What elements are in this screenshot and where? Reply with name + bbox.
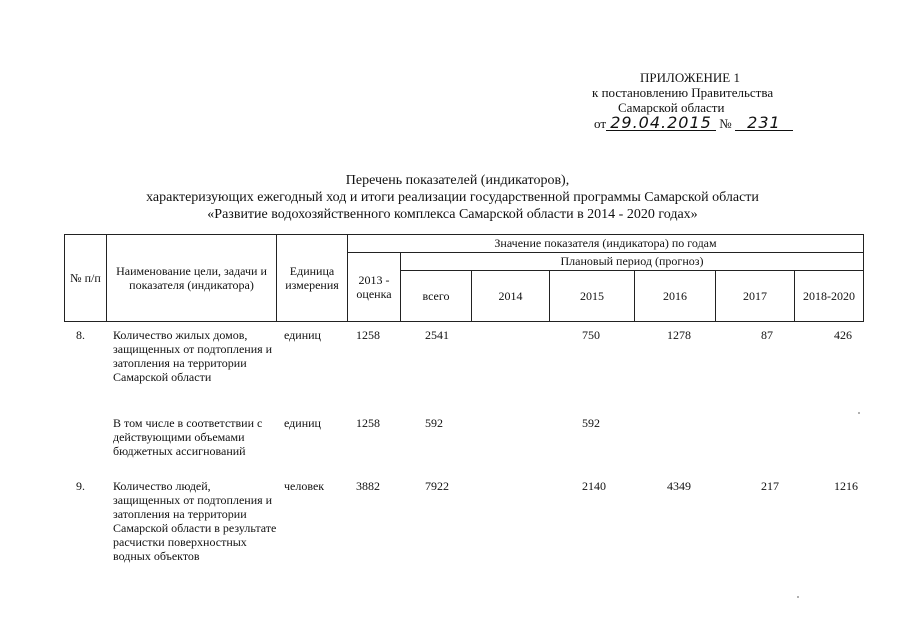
handwritten-number: 231 [735, 115, 793, 131]
row-total: 2541 [425, 328, 449, 342]
row-base: 3882 [356, 479, 380, 493]
handwritten-date: 29.04.2015 [606, 115, 716, 131]
date-prefix: от [594, 116, 607, 131]
row-name: Количество жилых домов, защищенных от подтопления и затопления на территории Самарской области [113, 328, 273, 384]
appendix-region: Самарской области [618, 100, 725, 115]
header-2017: 2017 [716, 271, 795, 322]
row-total: 592 [425, 416, 443, 430]
document-title [0, 172, 905, 223]
title-line-1: Перечень показателей (индикаторов), [345, 173, 570, 188]
row-2017: 217 [761, 479, 779, 493]
row-2018-2020: 1216 [834, 479, 858, 493]
number-prefix: № [719, 116, 732, 131]
header-2014: 2014 [472, 271, 550, 322]
row-2017: 87 [761, 328, 773, 342]
row-base: 1258 [356, 328, 380, 342]
header-2018-2020: 2018-2020 [795, 271, 864, 322]
row-num: 8. [76, 328, 85, 342]
row-2018-2020: 426 [834, 328, 852, 342]
row-2015: 2140 [582, 479, 606, 493]
header-base: 2013 - оценка [348, 253, 401, 322]
header-2016: 2016 [635, 271, 716, 322]
appendix-date-line [560, 115, 820, 131]
header-unit: Единица измерения [277, 235, 348, 322]
row-2015: 750 [582, 328, 600, 342]
row-num: 9. [76, 479, 85, 493]
scan-speck [858, 412, 860, 414]
row-base: 1258 [356, 416, 380, 430]
header-group: Значение показателя (индикатора) по годам [348, 235, 864, 253]
row-unit: единиц [284, 416, 321, 430]
indicators-table-header [64, 234, 864, 322]
appendix-title: ПРИЛОЖЕНИЕ 1 [640, 70, 740, 85]
scan-speck [797, 596, 799, 598]
header-2015: 2015 [550, 271, 635, 322]
row-2016: 1278 [667, 328, 691, 342]
header-plan: Плановый период (прогноз) [401, 253, 864, 271]
row-2015: 592 [582, 416, 600, 430]
header-name: Наименование цели, задачи и показателя (индикатора) [107, 235, 277, 322]
row-unit: человек [284, 479, 325, 493]
row-name: В том числе в соответствии с действующими объемами бюджетных ассигнований [113, 416, 263, 458]
header-num: № п/п [65, 235, 107, 322]
row-total: 7922 [425, 479, 449, 493]
appendix-decree: к постановлению Правительства [592, 85, 774, 100]
row-name: Количество людей, защищенных от подтопления и затопления на территории Самарской области в результате расчистки поверхностных водных объектов [113, 479, 277, 563]
appendix-block [560, 70, 820, 131]
title-line-2: характеризующих ежегодный ход и итоги реализации государственной программы Самарской области [146, 190, 759, 205]
row-unit: единиц [284, 328, 321, 342]
title-line-3: «Развитие водохозяйственного комплекса Самарской области в 2014 - 2020 годах» [207, 207, 698, 222]
header-total: всего [401, 271, 472, 322]
row-2016: 4349 [667, 479, 691, 493]
